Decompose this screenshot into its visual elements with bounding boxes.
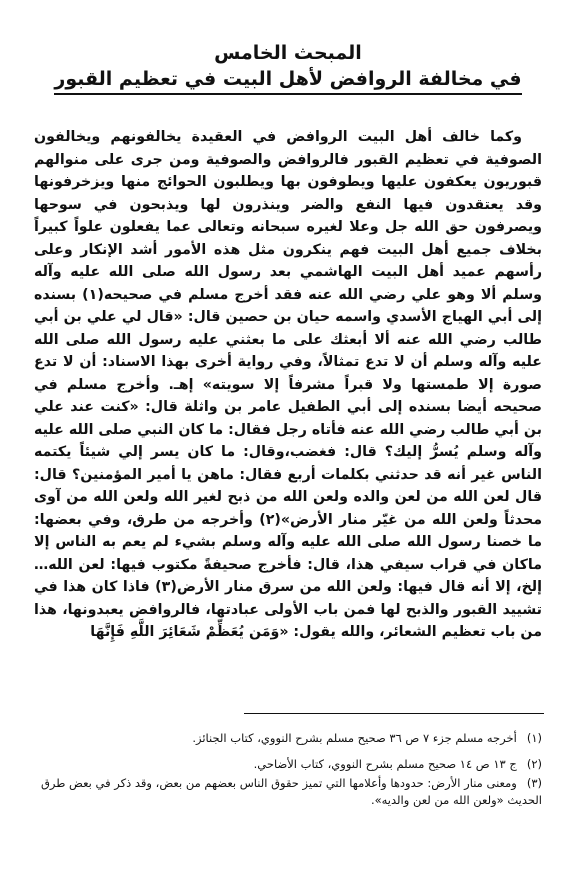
section-heading [0, 40, 576, 95]
footnote-number: (١) [526, 731, 542, 745]
footnote-text: ج ١٣ ص ١٤ صحيح مسلم بشرح النووي، كتاب الأضاحي. [253, 757, 517, 771]
footnote-2 [32, 756, 542, 773]
footnote-divider [244, 713, 544, 714]
footnote-1 [32, 730, 542, 747]
section-title: المبحث الخامس [214, 42, 362, 64]
footnotes [32, 730, 542, 818]
body-text [34, 126, 542, 644]
footnote-number: (٣) [526, 776, 542, 790]
footnote-number: (٢) [526, 757, 542, 771]
section-subtitle: في مخالفة الروافض لأهل البيت في تعظيم القبور [54, 66, 521, 95]
footnote-3 [32, 775, 542, 809]
footnote-text: ومعنى منار الأرض: حدودها وأعلامها التي تميز حقوق الناس بعضهم من بعض، وقد ذكر في بعض طرق الحديث «ولعن الله من لعن والديه». [40, 776, 542, 807]
footnote-text: أخرجه مسلم جزء ٧ ص ٣٦ صحيح مسلم بشرح النووي، كتاب الجنائز. [192, 731, 517, 745]
body-paragraph: وكما خالف أهل البيت الروافض في العقيدة يخالفونهم ويخالفون الصوفية في تعظيم القبور فالروافض والصوفية ومن جرى على منوالهم قبوريون يعكفون عليها ويطوفون بها ويطلبون الحوائج منها ويزخرفونها وقد يعتقدون فيها النفع والضر وينذرون لها ويذبحون في سوحها ويصرفون حق الله جل وعلا لغيره سبحانه وتعالى عما يفعلون علواً كبيراً بخلاف جميع أهل البيت فهم ينكرون مثل هذه الأمور أشد الإنكار وعلى رأسهم عميد أهل البيت الهاشمي بعد رسول الله صلى الله عليه وآله وسلم ألا وهو علي رضي الله عنه فقد أخرج مسلم في صحيحه(١) بسنده إلى أبي الهياج الأسدي واسمه حيان بن حصين قال: «قال لي علي بن أبي طالب رضي الله عنه ألا أبعثك على ما بعثني عليه رسول الله صلى الله عليه وآله وسلم أن لا تدع تمثالاً، وفي رواية أخرى بهذا الاسناد: أن لا تدع صورة إلا طمستها ولا قبراً مشرفاً إلا سويته» إهـ. وأخرج مسلم في صحيحه أيضا بسنده إلى أبي الطفيل عامر بن واثلة قال: «كنت عند علي بن أبي طالب رضي الله عنه فأتاه رجل فقال: ما كان النبي صلى الله عليه وآله وسلم يُسرُّ إليك؟ قال: فغضب،وقال: ما كان يسر إلي شيئاً يكتمه الناس غير أنه قد حدثني بكلمات أربع فقال: ماهن يا أمير المؤمنين؟ قال: قال لعن الله من لعن والده ولعن الله من ذبح لغير الله ولعن الله من آوى محدثاً ولعن الله من غيّر منار الأرض»(٢) وأخرجه من طرق، وفي بعضها: ما خصنا رسول الله صلى الله عليه وآله وسلم بشيء لم يعم به الناس إلا ماكان في قراب سيفي هذا، قال: فأخرج صحيفةً مكتوب فيها: لعن الله…إلخ، إلا أنه قال فيها: ولعن الله من سرق منار الأرض(٣) فاذا كان هذا في تشييد القبور والذبح لها فمن باب الأولى عبادتها، فالروافض يعبدونها، هذا من باب تعظيم الشعائر، والله يقول: «وَمَن يُعَظِّمْ شَعَائِرَ اللَّهِ فَإِنَّهَا [34, 129, 542, 640]
